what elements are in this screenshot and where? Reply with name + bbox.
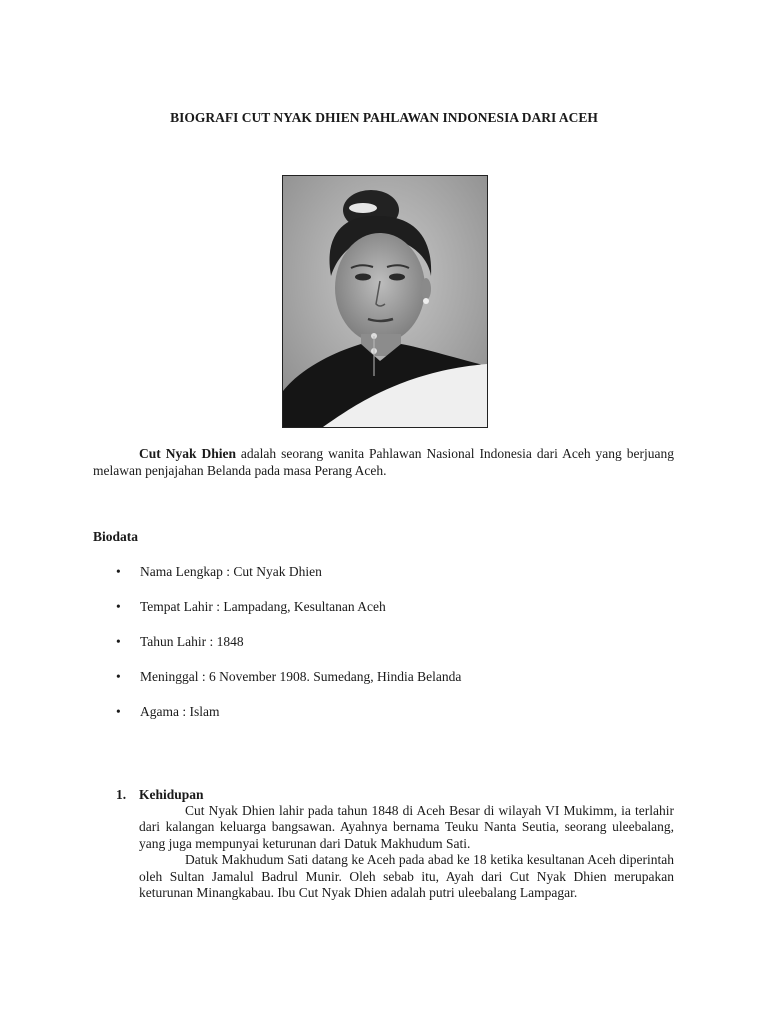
portrait-photo	[282, 175, 488, 428]
intro-paragraph	[93, 446, 674, 479]
body-paragraph	[139, 803, 674, 852]
list-item-text: Agama : Islam	[140, 704, 220, 719]
bullet-icon: •	[116, 599, 121, 614]
body-paragraph	[139, 852, 674, 901]
intro-text: adalah seorang wanita Pahlawan Nasional Indonesia dari Aceh yang berjuang melawan penjajahan Belanda pada masa Perang Aceh.	[93, 446, 674, 478]
list-item-text: Tempat Lahir : Lampadang, Kesultanan Aceh	[140, 599, 386, 614]
bullet-icon: •	[116, 669, 121, 684]
bullet-icon: •	[116, 564, 121, 579]
list-item-text: Meninggal : 6 November 1908. Sumedang, Hindia Belanda	[140, 669, 462, 684]
portrait-image	[283, 176, 487, 427]
bullet-icon: •	[116, 704, 121, 719]
paragraph-text: Datuk Makhudum Sati datang ke Aceh pada abad ke 18 ketika kesultanan Aceh diperintah oleh Sultan Jamalul Badrul Munir. Oleh sebab itu, Ayah dari Cut Nyak Dhien merupakan keturunan Minangkabau. Ibu Cut Nyak Dhien adalah putri uleebalang Lampagar.	[139, 852, 674, 901]
list-item-text: Tahun Lahir : 1848	[140, 634, 244, 649]
list-item-text: Nama Lengkap : Cut Nyak Dhien	[140, 564, 322, 579]
section-body	[139, 803, 674, 901]
document-title: BIOGRAFI CUT NYAK DHIEN PAHLAWAN INDONESIA DARI ACEH	[170, 110, 598, 125]
intro-name: Cut Nyak Dhien	[139, 446, 236, 461]
section-title: Kehidupan	[139, 787, 204, 802]
biodata-heading: Biodata	[93, 529, 139, 544]
paragraph-text: Cut Nyak Dhien lahir pada tahun 1848 di Aceh Besar di wilayah VI Mukimm, ia terlahir dari kalangan keluarga bangsawan. Ayahnya bernama Teuku Nanta Seutia, seorang uleebalang, yang juga mempunyai keturunan dari Datuk Makhudum Sati.	[139, 803, 674, 851]
section-number: 1.	[116, 787, 127, 802]
bullet-icon: •	[116, 634, 121, 649]
